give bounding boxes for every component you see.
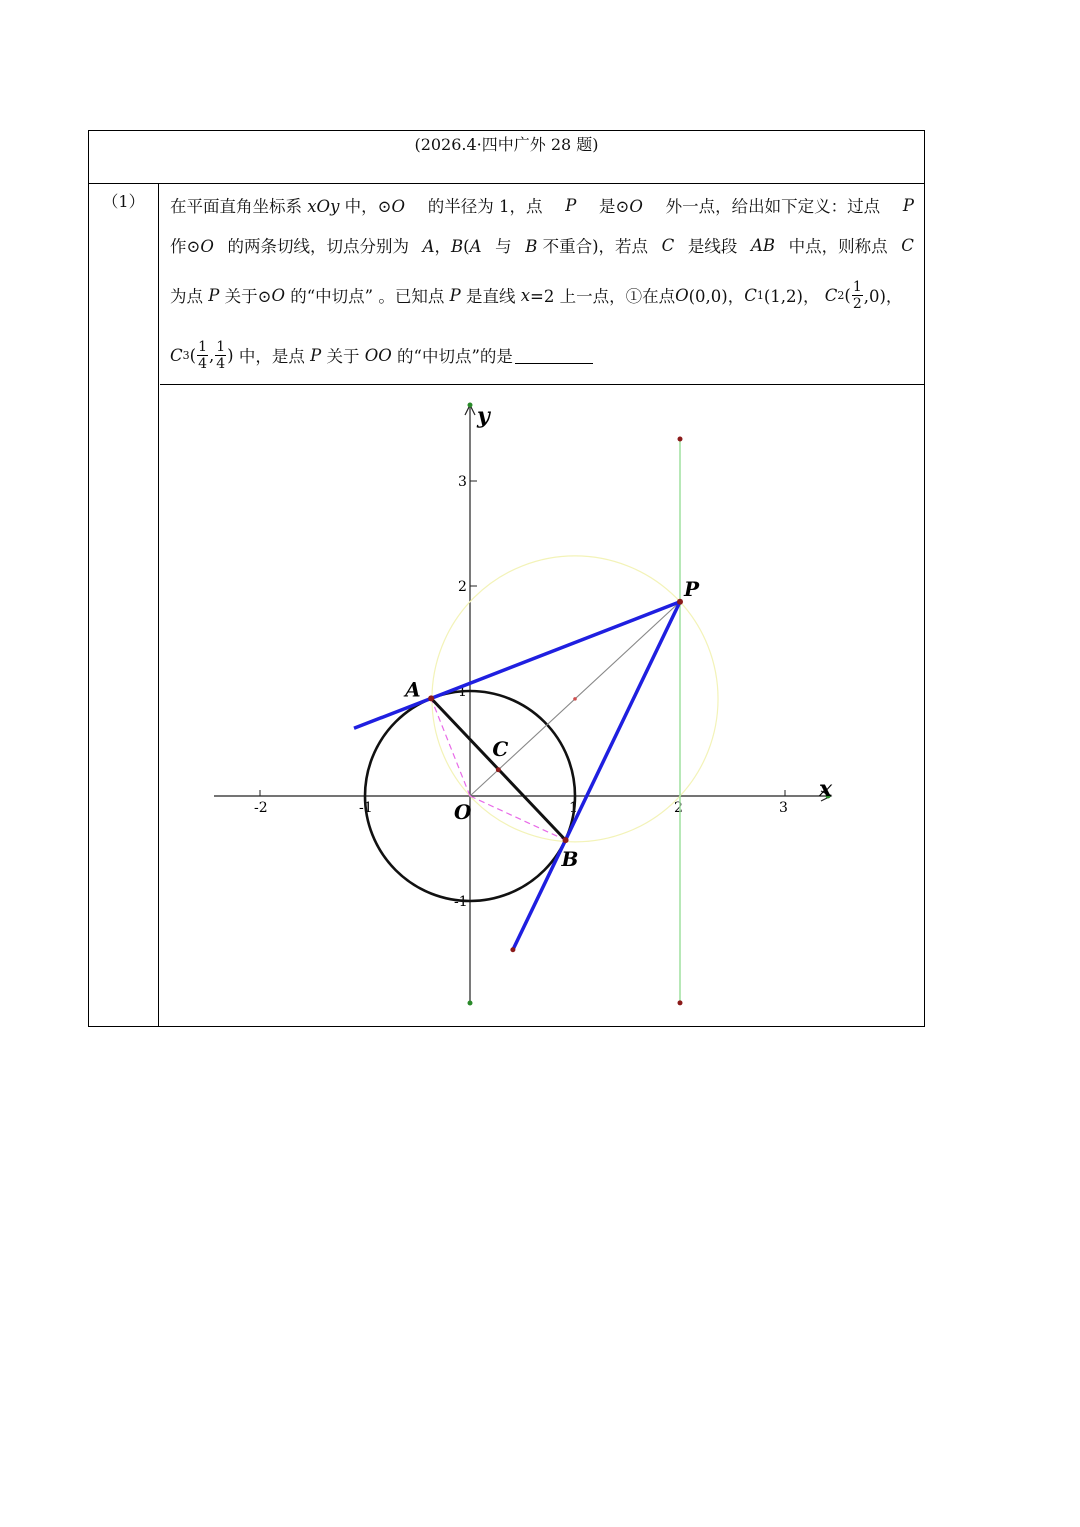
question-number: （1） [102,192,145,211]
question-line-3: 为点 P 关于⊙ O 的“中切点” 。已知点 P 是直线 x =2 上一点，①在点 O (0,0)， C 1 (1,2)， C 2 ( $\frac{1}{2}$ ,0)， [170,278,903,312]
tangent-line-PA [354,602,680,729]
question-table [88,130,925,1027]
y-axis-bottom-point [468,1001,473,1006]
x-tick-label: -1 [359,800,373,816]
x-tick-label: 1 [569,800,578,816]
point-P [677,599,683,605]
point-C [496,767,501,772]
figure-cell [160,385,924,1026]
label-A: A [405,677,421,702]
y-tick-label: 1 [458,684,467,700]
question-text-cell [160,183,924,385]
y-tick-label: 2 [458,579,467,595]
tangent-end-point [510,947,515,952]
y-axis-top-point [468,403,473,408]
question-line-4: C 3 ( $\frac{1}{4}$ , $\frac{1}{4}$ ) 中，是点 P 关于 OO 的“中切点”的是 [170,325,914,385]
fraction-c2: $\frac{1}{2}$ [852,278,862,312]
segment-OA-dashed [431,698,470,796]
x-tick-label: -2 [254,800,268,816]
source-text: (2026.4·四中广外 28 题) [414,135,599,154]
vertical-line-top-point [678,437,683,442]
label-C: C [492,736,509,761]
fraction-c3-x: $\frac{1}{4}$ [198,338,207,372]
question-line-2: 作⊙O 的两条切线，切点分别为 A，B(A 与 B 不重合)，若点 C 是线段 AB 中点，则称点 C [170,235,914,256]
label-P: P [684,576,700,601]
label-B: B [561,847,579,872]
x-tick-label: 3 [779,800,788,816]
midpoint-OP [573,697,577,701]
point-A [428,695,434,701]
tangent-line-PB [513,602,680,950]
y-tick-label: 3 [458,474,467,490]
question-number-cell [89,183,159,1026]
segment-OB-dashed [470,796,566,840]
point-B [563,837,569,843]
y-tick-label: -1 [454,894,468,910]
geometry-figure [160,385,925,1027]
y-axis-label: y [477,403,490,429]
vertical-line-bottom-point [678,1000,683,1005]
label-origin: O [454,800,472,824]
x-tick-label: 2 [674,800,683,816]
answer-blank[interactable] [515,347,593,364]
source-header [89,131,924,184]
fraction-c3-y: $\frac{1}{4}$ [216,338,226,372]
question-line-1: 在平面直角坐标系 xOy 中，⊙O 的半径为 1，点 P 是⊙O 外一点，给出如下定义：过点 P [170,195,914,216]
x-axis-label: x [819,776,833,802]
